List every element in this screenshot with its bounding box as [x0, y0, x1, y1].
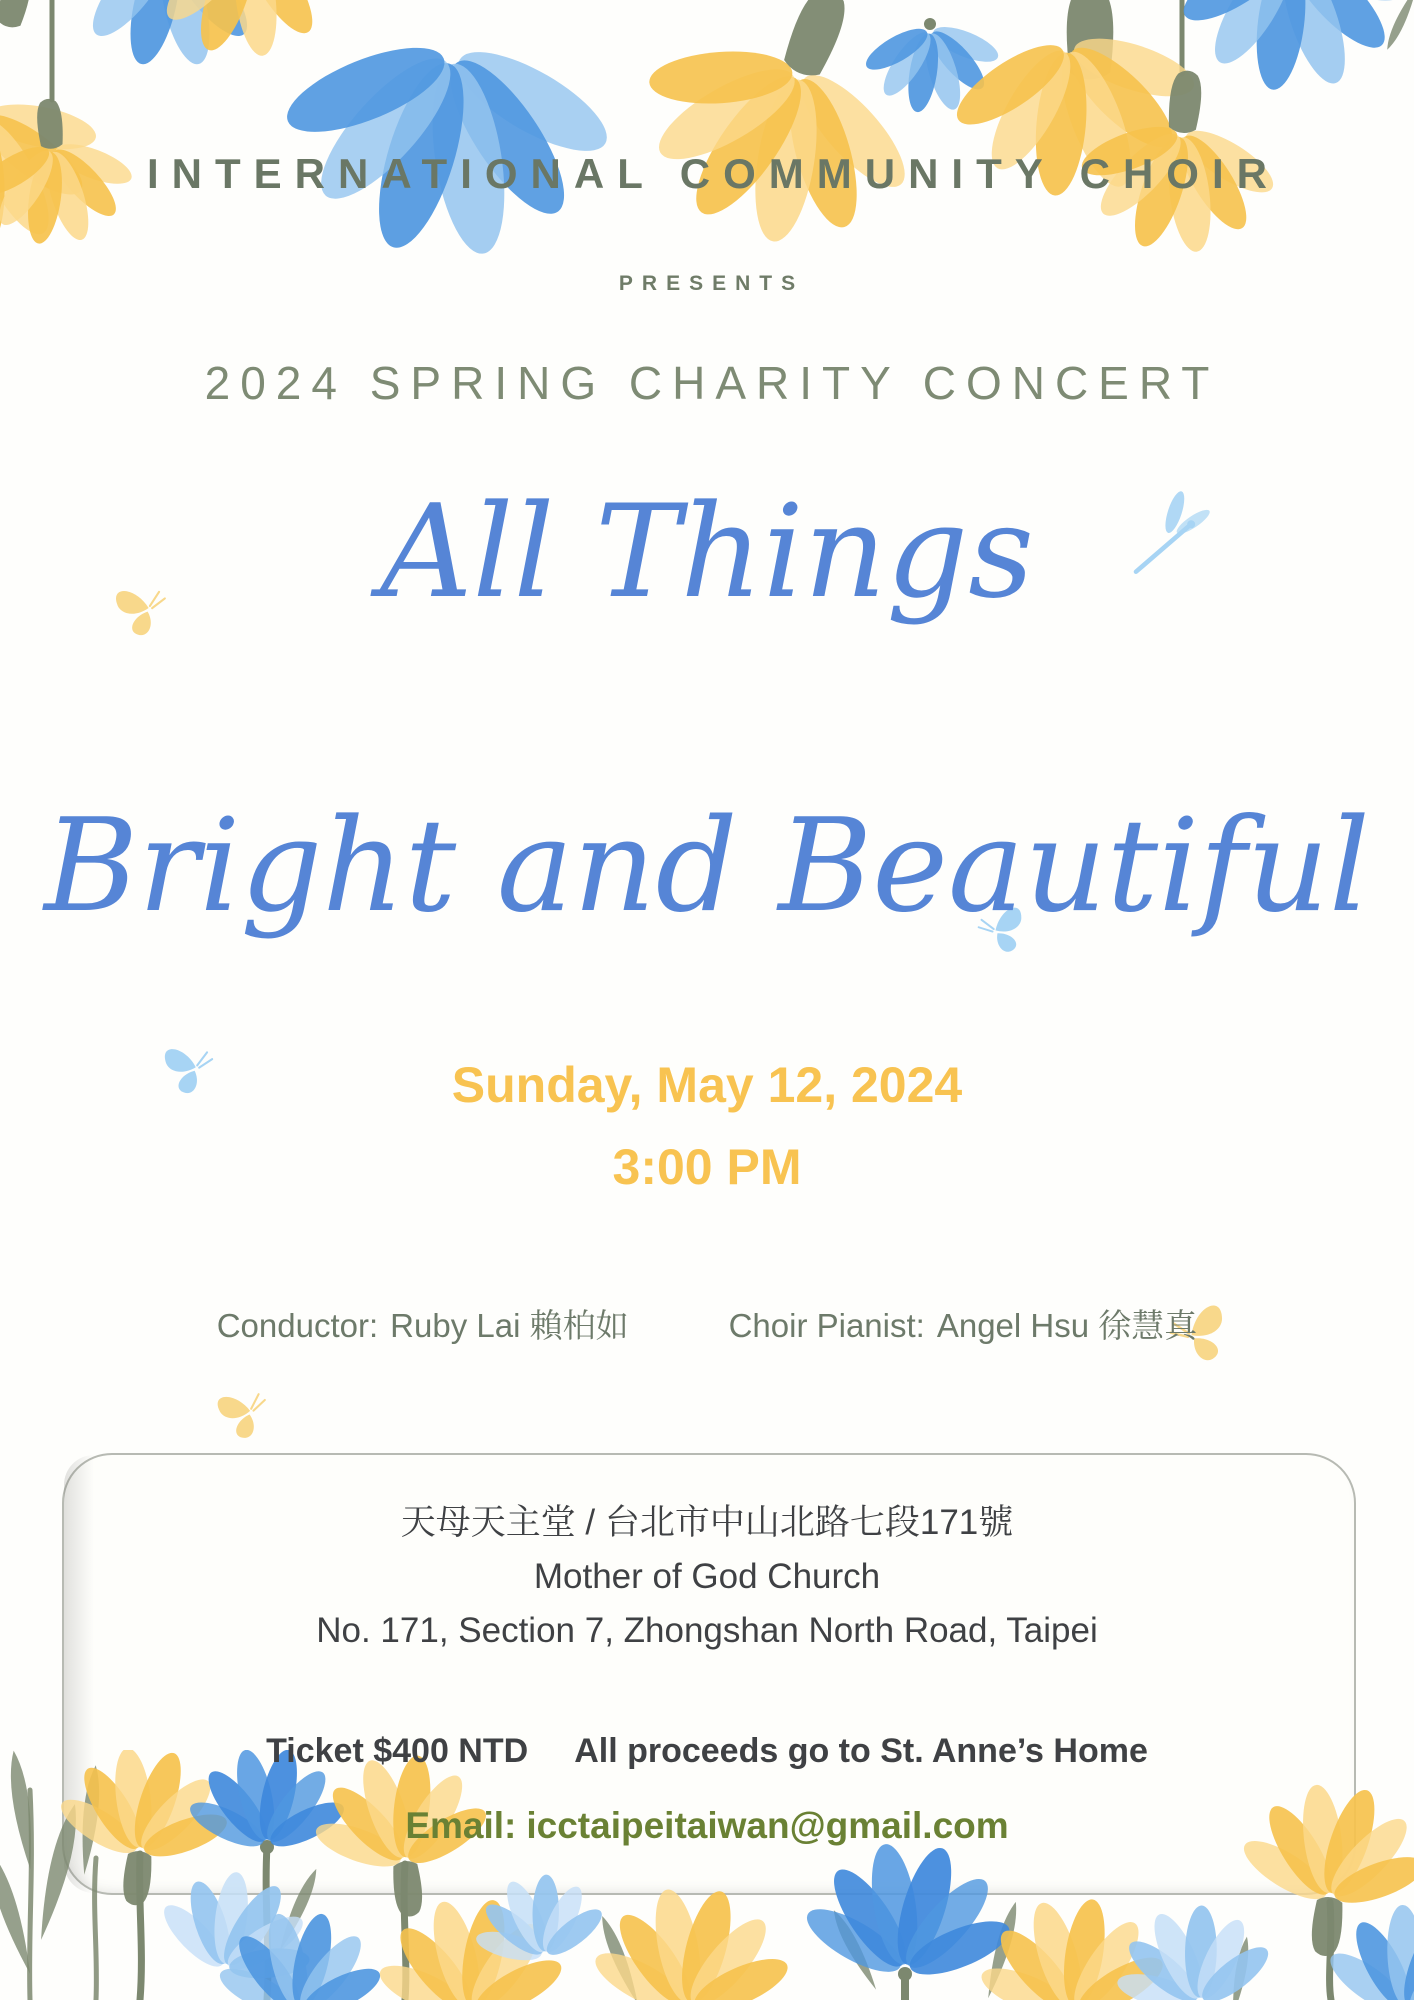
conductor-label: Conductor: — [216, 1307, 379, 1344]
main-title-line2: Bright and Beautiful — [44, 792, 1370, 941]
venue-address-zh: 天母天主堂 / 台北市中山北路七段171號 — [400, 1503, 1014, 1542]
email-label: Email: — [405, 1805, 517, 1846]
presents-label: PRESENTS — [618, 272, 805, 295]
venue-name-en: Mother of God Church — [533, 1557, 881, 1596]
ticket-price: Ticket $400 NTD — [266, 1732, 529, 1770]
conductor-name: Ruby Lai 賴柏如 — [390, 1307, 629, 1344]
pianist-name: Angel Hsu 徐慧真 — [936, 1307, 1198, 1344]
event-time: 3:00 PM — [612, 1139, 802, 1195]
conductor-credit — [217, 1300, 629, 1347]
main-title-line1: All Things — [380, 478, 1034, 627]
ticket-row — [62, 1732, 1352, 1771]
email-address: icctaipeitaiwan@gmail.com — [526, 1805, 1009, 1846]
event-date: Sunday, May 12, 2024 — [451, 1057, 963, 1113]
proceeds-note: All proceeds go to St. Anne’s Home — [574, 1732, 1148, 1770]
venue-address-en: No. 171, Section 7, Zhongshan North Road, Taipei — [316, 1611, 1098, 1650]
concert-title: 2024 SPRING CHARITY CONCERT — [204, 357, 1220, 409]
choir-name: INTERNATIONAL COMMUNITY CHOIR — [147, 150, 1280, 197]
pianist-label: Choir Pianist: — [728, 1307, 925, 1344]
butterfly-icon — [215, 1382, 281, 1448]
credits-row — [0, 1300, 1414, 1347]
email-row — [62, 1805, 1352, 1847]
venue-info-content — [62, 1496, 1352, 1847]
pianist-credit — [729, 1300, 1198, 1347]
